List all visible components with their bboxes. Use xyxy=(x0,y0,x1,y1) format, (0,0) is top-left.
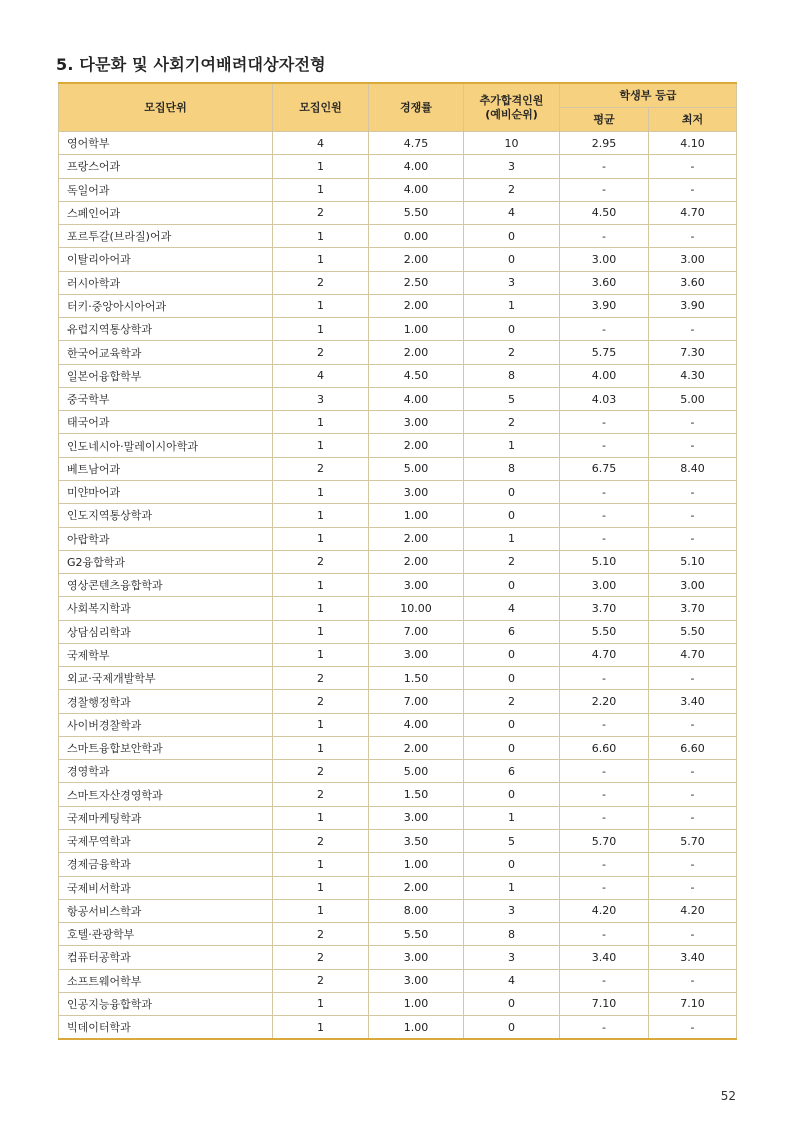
cell-additional: 1 xyxy=(464,434,560,457)
cell-quota: 1 xyxy=(273,248,369,271)
cell-additional: 5 xyxy=(464,829,560,852)
cell-quota: 1 xyxy=(273,178,369,201)
cell-grade-avg: 2.95 xyxy=(560,132,649,155)
table-row xyxy=(59,457,737,480)
cell-additional: 6 xyxy=(464,620,560,643)
table-row xyxy=(59,341,737,364)
cell-grade-avg: 3.70 xyxy=(560,597,649,620)
cell-unit: 독일어과 xyxy=(59,178,273,201)
cell-quota: 1 xyxy=(273,434,369,457)
cell-grade-avg: 5.70 xyxy=(560,829,649,852)
table-row xyxy=(59,760,737,783)
cell-grade-avg: 3.00 xyxy=(560,248,649,271)
cell-quota: 3 xyxy=(273,387,369,410)
cell-grade-min: - xyxy=(649,318,737,341)
cell-grade-avg: - xyxy=(560,853,649,876)
table-row xyxy=(59,434,737,457)
cell-grade-min: - xyxy=(649,783,737,806)
cell-quota: 2 xyxy=(273,550,369,573)
cell-quota: 2 xyxy=(273,271,369,294)
cell-grade-avg: - xyxy=(560,225,649,248)
cell-quota: 1 xyxy=(273,318,369,341)
cell-grade-avg: 4.70 xyxy=(560,643,649,666)
cell-ratio: 1.00 xyxy=(369,1016,464,1040)
cell-ratio: 4.00 xyxy=(369,155,464,178)
cell-unit: 한국어교육학과 xyxy=(59,341,273,364)
cell-grade-min: 3.60 xyxy=(649,271,737,294)
cell-unit: 영어학부 xyxy=(59,132,273,155)
cell-grade-avg: - xyxy=(560,806,649,829)
cell-grade-min: - xyxy=(649,480,737,503)
header-grade-avg: 평균 xyxy=(560,108,649,132)
cell-ratio: 4.00 xyxy=(369,387,464,410)
cell-grade-avg: 3.40 xyxy=(560,946,649,969)
cell-grade-avg: 2.20 xyxy=(560,690,649,713)
cell-grade-avg: - xyxy=(560,923,649,946)
cell-quota: 1 xyxy=(273,574,369,597)
cell-grade-min: 4.30 xyxy=(649,364,737,387)
table-body xyxy=(59,132,737,1040)
cell-grade-min: - xyxy=(649,667,737,690)
table-row xyxy=(59,736,737,759)
cell-grade-avg: 3.00 xyxy=(560,574,649,597)
cell-additional: 0 xyxy=(464,736,560,759)
cell-quota: 2 xyxy=(273,760,369,783)
cell-unit: 미얀마어과 xyxy=(59,480,273,503)
cell-ratio: 4.50 xyxy=(369,364,464,387)
cell-grade-avg: - xyxy=(560,318,649,341)
cell-grade-min: 7.30 xyxy=(649,341,737,364)
cell-unit: 국제학부 xyxy=(59,643,273,666)
cell-additional: 1 xyxy=(464,806,560,829)
cell-quota: 1 xyxy=(273,736,369,759)
table-row xyxy=(59,783,737,806)
cell-additional: 2 xyxy=(464,341,560,364)
header-grade-group: 학생부 등급 xyxy=(560,83,737,108)
table-row xyxy=(59,387,737,410)
cell-grade-min: 3.00 xyxy=(649,574,737,597)
cell-grade-min: - xyxy=(649,923,737,946)
cell-ratio: 4.00 xyxy=(369,713,464,736)
table-row xyxy=(59,667,737,690)
table-row xyxy=(59,294,737,317)
cell-unit: 인도지역통상학과 xyxy=(59,504,273,527)
header-additional xyxy=(464,83,560,132)
cell-additional: 4 xyxy=(464,969,560,992)
cell-ratio: 3.00 xyxy=(369,480,464,503)
cell-grade-avg: - xyxy=(560,876,649,899)
cell-grade-avg: 4.00 xyxy=(560,364,649,387)
cell-ratio: 1.00 xyxy=(369,992,464,1015)
cell-grade-min: - xyxy=(649,876,737,899)
cell-ratio: 2.00 xyxy=(369,550,464,573)
cell-ratio: 2.50 xyxy=(369,271,464,294)
cell-unit: 스페인어과 xyxy=(59,201,273,224)
cell-ratio: 8.00 xyxy=(369,899,464,922)
cell-grade-min: - xyxy=(649,504,737,527)
cell-unit: 외교·국제개발학부 xyxy=(59,667,273,690)
cell-grade-avg: - xyxy=(560,527,649,550)
header-unit: 모집단위 xyxy=(59,83,273,132)
table-row xyxy=(59,946,737,969)
cell-ratio: 5.50 xyxy=(369,201,464,224)
cell-grade-min: 8.40 xyxy=(649,457,737,480)
table-row xyxy=(59,829,737,852)
table-row xyxy=(59,178,737,201)
cell-grade-avg: 7.10 xyxy=(560,992,649,1015)
cell-additional: 0 xyxy=(464,643,560,666)
cell-grade-avg: 3.90 xyxy=(560,294,649,317)
cell-grade-min: 4.20 xyxy=(649,899,737,922)
cell-ratio: 4.75 xyxy=(369,132,464,155)
table-row xyxy=(59,201,737,224)
cell-additional: 8 xyxy=(464,457,560,480)
cell-grade-min: 6.60 xyxy=(649,736,737,759)
cell-unit: 러시아학과 xyxy=(59,271,273,294)
cell-grade-avg: 5.75 xyxy=(560,341,649,364)
cell-quota: 2 xyxy=(273,783,369,806)
table-row xyxy=(59,969,737,992)
cell-unit: 베트남어과 xyxy=(59,457,273,480)
cell-unit: 영상콘텐츠융합학과 xyxy=(59,574,273,597)
cell-additional: 2 xyxy=(464,690,560,713)
cell-additional: 8 xyxy=(464,364,560,387)
cell-additional: 1 xyxy=(464,876,560,899)
cell-unit: 호텔·관광학부 xyxy=(59,923,273,946)
cell-quota: 1 xyxy=(273,806,369,829)
cell-grade-avg: 4.50 xyxy=(560,201,649,224)
cell-additional: 3 xyxy=(464,946,560,969)
cell-ratio: 3.00 xyxy=(369,806,464,829)
cell-additional: 0 xyxy=(464,480,560,503)
cell-grade-avg: 6.75 xyxy=(560,457,649,480)
cell-ratio: 2.00 xyxy=(369,248,464,271)
cell-ratio: 2.00 xyxy=(369,527,464,550)
cell-additional: 4 xyxy=(464,597,560,620)
cell-grade-min: - xyxy=(649,155,737,178)
cell-unit: 사회복지학과 xyxy=(59,597,273,620)
header-additional-line2: (예비순위) xyxy=(485,107,538,121)
cell-grade-avg: 6.60 xyxy=(560,736,649,759)
cell-grade-min: - xyxy=(649,806,737,829)
table-row xyxy=(59,620,737,643)
table-row xyxy=(59,411,737,434)
cell-additional: 0 xyxy=(464,992,560,1015)
table-row xyxy=(59,318,737,341)
cell-quota: 2 xyxy=(273,201,369,224)
cell-quota: 2 xyxy=(273,969,369,992)
table-row xyxy=(59,713,737,736)
cell-unit: 스마트자산경영학과 xyxy=(59,783,273,806)
cell-quota: 2 xyxy=(273,341,369,364)
cell-quota: 1 xyxy=(273,713,369,736)
cell-quota: 1 xyxy=(273,992,369,1015)
cell-additional: 3 xyxy=(464,899,560,922)
cell-additional: 0 xyxy=(464,667,560,690)
cell-quota: 1 xyxy=(273,899,369,922)
cell-unit: 경영학과 xyxy=(59,760,273,783)
cell-ratio: 1.50 xyxy=(369,783,464,806)
header-additional-line1: 추가합격인원 xyxy=(479,93,544,107)
cell-additional: 2 xyxy=(464,550,560,573)
cell-quota: 1 xyxy=(273,643,369,666)
cell-unit: 중국학부 xyxy=(59,387,273,410)
cell-ratio: 0.00 xyxy=(369,225,464,248)
cell-grade-avg: - xyxy=(560,969,649,992)
cell-quota: 1 xyxy=(273,853,369,876)
header-row-primary xyxy=(59,83,737,108)
cell-additional: 0 xyxy=(464,713,560,736)
table-row xyxy=(59,574,737,597)
cell-unit: 유럽지역통상학과 xyxy=(59,318,273,341)
table-row xyxy=(59,132,737,155)
cell-ratio: 3.00 xyxy=(369,946,464,969)
table-row xyxy=(59,364,737,387)
cell-grade-min: - xyxy=(649,853,737,876)
cell-grade-min: - xyxy=(649,969,737,992)
cell-quota: 2 xyxy=(273,829,369,852)
cell-grade-min: 4.10 xyxy=(649,132,737,155)
cell-grade-avg: - xyxy=(560,480,649,503)
table-row xyxy=(59,504,737,527)
cell-ratio: 2.00 xyxy=(369,876,464,899)
cell-additional: 8 xyxy=(464,923,560,946)
cell-grade-min: 3.90 xyxy=(649,294,737,317)
cell-additional: 2 xyxy=(464,411,560,434)
cell-additional: 5 xyxy=(464,387,560,410)
cell-grade-min: 5.50 xyxy=(649,620,737,643)
cell-additional: 1 xyxy=(464,294,560,317)
cell-ratio: 5.50 xyxy=(369,923,464,946)
cell-unit: 빅데이터학과 xyxy=(59,1016,273,1040)
header-quota: 모집인원 xyxy=(273,83,369,132)
cell-additional: 2 xyxy=(464,178,560,201)
cell-additional: 4 xyxy=(464,201,560,224)
table-row xyxy=(59,853,737,876)
cell-ratio: 7.00 xyxy=(369,620,464,643)
cell-ratio: 3.00 xyxy=(369,411,464,434)
cell-grade-min: 3.40 xyxy=(649,946,737,969)
cell-additional: 0 xyxy=(464,504,560,527)
cell-grade-avg: 3.60 xyxy=(560,271,649,294)
cell-quota: 2 xyxy=(273,946,369,969)
cell-unit: 터키·중앙아시아어과 xyxy=(59,294,273,317)
cell-ratio: 1.00 xyxy=(369,318,464,341)
table-row xyxy=(59,225,737,248)
cell-grade-min: - xyxy=(649,1016,737,1040)
cell-additional: 0 xyxy=(464,318,560,341)
cell-quota: 4 xyxy=(273,364,369,387)
cell-quota: 1 xyxy=(273,480,369,503)
cell-quota: 1 xyxy=(273,411,369,434)
cell-additional: 0 xyxy=(464,1016,560,1040)
cell-ratio: 2.00 xyxy=(369,736,464,759)
cell-additional: 0 xyxy=(464,853,560,876)
cell-quota: 1 xyxy=(273,504,369,527)
section-title: 5. 다문화 및 사회기여배려대상자전형 xyxy=(56,55,326,74)
cell-grade-avg: - xyxy=(560,504,649,527)
cell-quota: 2 xyxy=(273,923,369,946)
table-row xyxy=(59,899,737,922)
cell-unit: 프랑스어과 xyxy=(59,155,273,178)
cell-unit: 이탈리아어과 xyxy=(59,248,273,271)
cell-unit: 스마트융합보안학과 xyxy=(59,736,273,759)
cell-ratio: 2.00 xyxy=(369,294,464,317)
cell-grade-avg: - xyxy=(560,760,649,783)
cell-unit: 국제무역학과 xyxy=(59,829,273,852)
cell-grade-avg: - xyxy=(560,713,649,736)
table-row xyxy=(59,923,737,946)
cell-grade-avg: 5.50 xyxy=(560,620,649,643)
table-row xyxy=(59,597,737,620)
table-row xyxy=(59,480,737,503)
cell-grade-avg: - xyxy=(560,667,649,690)
cell-unit: 인도네시아·말레이시아학과 xyxy=(59,434,273,457)
cell-quota: 4 xyxy=(273,132,369,155)
cell-grade-min: 4.70 xyxy=(649,643,737,666)
cell-ratio: 2.00 xyxy=(369,434,464,457)
cell-unit: 국제마케팅학과 xyxy=(59,806,273,829)
cell-ratio: 3.00 xyxy=(369,574,464,597)
cell-grade-avg: - xyxy=(560,411,649,434)
table-row xyxy=(59,248,737,271)
cell-unit: 상담심리학과 xyxy=(59,620,273,643)
cell-unit: 경제금융학과 xyxy=(59,853,273,876)
cell-quota: 1 xyxy=(273,155,369,178)
cell-quota: 2 xyxy=(273,690,369,713)
cell-additional: 0 xyxy=(464,783,560,806)
table-row xyxy=(59,690,737,713)
cell-grade-min: - xyxy=(649,434,737,457)
cell-quota: 1 xyxy=(273,1016,369,1040)
page-number: 52 xyxy=(720,1089,736,1103)
table-row xyxy=(59,155,737,178)
cell-ratio: 3.00 xyxy=(369,969,464,992)
cell-unit: 태국어과 xyxy=(59,411,273,434)
cell-unit: 일본어융합학부 xyxy=(59,364,273,387)
cell-grade-min: 7.10 xyxy=(649,992,737,1015)
cell-grade-min: - xyxy=(649,411,737,434)
cell-grade-min: - xyxy=(649,178,737,201)
cell-additional: 0 xyxy=(464,574,560,597)
table-row xyxy=(59,527,737,550)
cell-quota: 1 xyxy=(273,876,369,899)
cell-additional: 10 xyxy=(464,132,560,155)
cell-grade-min: 5.10 xyxy=(649,550,737,573)
cell-ratio: 3.50 xyxy=(369,829,464,852)
cell-ratio: 1.00 xyxy=(369,853,464,876)
cell-unit: 경찰행정학과 xyxy=(59,690,273,713)
header-ratio: 경쟁률 xyxy=(369,83,464,132)
cell-ratio: 1.00 xyxy=(369,504,464,527)
cell-unit: 인공지능융합학과 xyxy=(59,992,273,1015)
admission-results-table xyxy=(58,82,737,1040)
cell-grade-avg: 4.20 xyxy=(560,899,649,922)
cell-grade-min: 3.40 xyxy=(649,690,737,713)
cell-ratio: 5.00 xyxy=(369,760,464,783)
cell-grade-avg: - xyxy=(560,783,649,806)
cell-unit: 아랍학과 xyxy=(59,527,273,550)
cell-additional: 6 xyxy=(464,760,560,783)
cell-unit: 사이버경찰학과 xyxy=(59,713,273,736)
cell-additional: 0 xyxy=(464,248,560,271)
header-grade-min: 최저 xyxy=(649,108,737,132)
cell-grade-avg: 5.10 xyxy=(560,550,649,573)
cell-quota: 1 xyxy=(273,620,369,643)
table-row xyxy=(59,271,737,294)
cell-grade-avg: - xyxy=(560,434,649,457)
cell-unit: 소프트웨어학부 xyxy=(59,969,273,992)
cell-additional: 1 xyxy=(464,527,560,550)
table-row xyxy=(59,1016,737,1040)
cell-grade-min: - xyxy=(649,225,737,248)
cell-quota: 1 xyxy=(273,527,369,550)
cell-grade-min: 3.00 xyxy=(649,248,737,271)
cell-grade-min: - xyxy=(649,527,737,550)
cell-grade-avg: - xyxy=(560,178,649,201)
cell-grade-min: 5.00 xyxy=(649,387,737,410)
cell-grade-min: 5.70 xyxy=(649,829,737,852)
cell-unit: 포르투갈(브라질)어과 xyxy=(59,225,273,248)
cell-ratio: 7.00 xyxy=(369,690,464,713)
cell-ratio: 10.00 xyxy=(369,597,464,620)
table-row xyxy=(59,643,737,666)
table-row xyxy=(59,806,737,829)
cell-ratio: 3.00 xyxy=(369,643,464,666)
table-row xyxy=(59,550,737,573)
cell-quota: 1 xyxy=(273,294,369,317)
cell-ratio: 1.50 xyxy=(369,667,464,690)
cell-ratio: 2.00 xyxy=(369,341,464,364)
cell-ratio: 4.00 xyxy=(369,178,464,201)
cell-additional: 0 xyxy=(464,225,560,248)
cell-grade-min: - xyxy=(649,760,737,783)
cell-grade-min: - xyxy=(649,713,737,736)
cell-quota: 1 xyxy=(273,225,369,248)
cell-grade-min: 3.70 xyxy=(649,597,737,620)
cell-quota: 2 xyxy=(273,457,369,480)
cell-unit: 국제비서학과 xyxy=(59,876,273,899)
cell-additional: 3 xyxy=(464,155,560,178)
cell-unit: G2융합학과 xyxy=(59,550,273,573)
cell-quota: 1 xyxy=(273,597,369,620)
table-row xyxy=(59,876,737,899)
cell-grade-avg: 4.03 xyxy=(560,387,649,410)
cell-grade-min: 4.70 xyxy=(649,201,737,224)
cell-unit: 컴퓨터공학과 xyxy=(59,946,273,969)
cell-grade-avg: - xyxy=(560,155,649,178)
cell-additional: 3 xyxy=(464,271,560,294)
cell-grade-avg: - xyxy=(560,1016,649,1040)
cell-ratio: 5.00 xyxy=(369,457,464,480)
cell-quota: 2 xyxy=(273,667,369,690)
table-row xyxy=(59,992,737,1015)
cell-unit: 항공서비스학과 xyxy=(59,899,273,922)
